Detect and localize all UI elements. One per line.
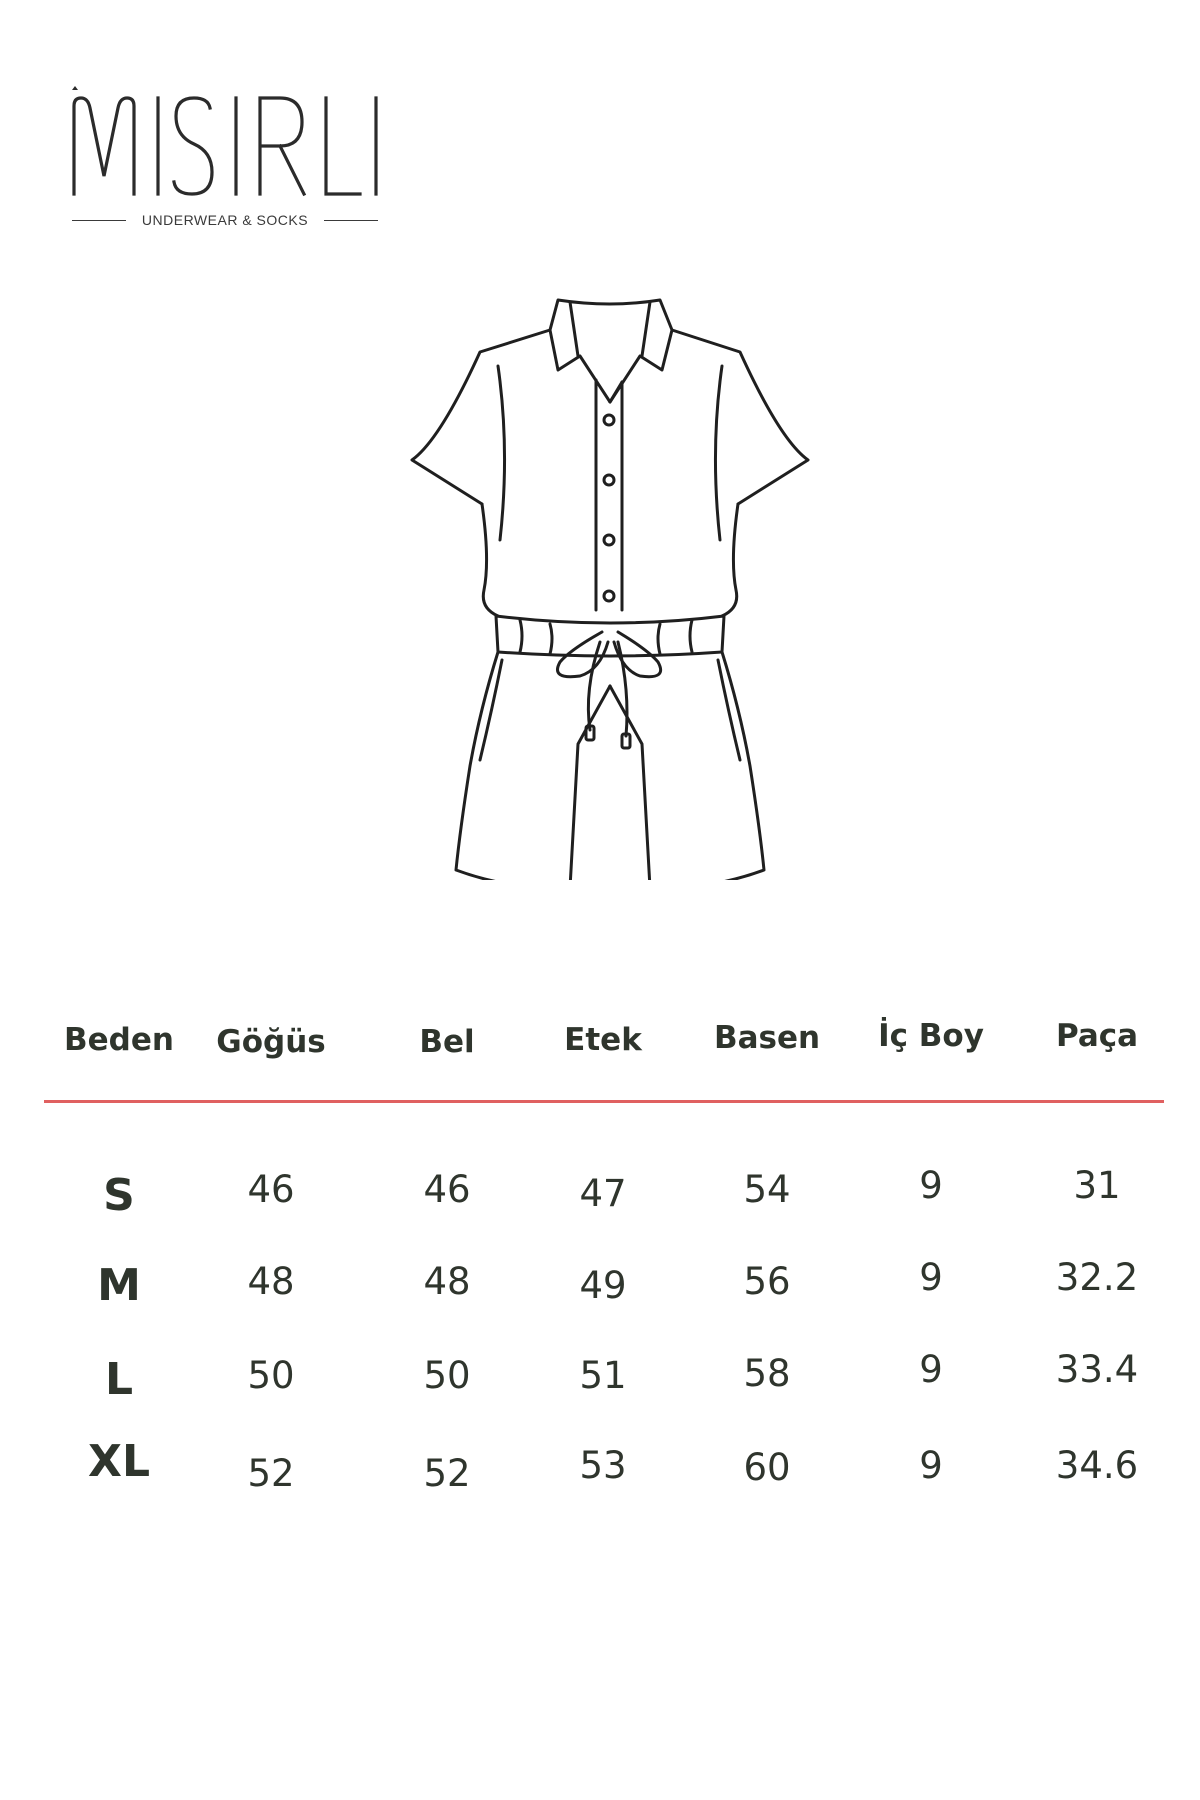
- size-label: M: [97, 1260, 141, 1311]
- table-cell: 9: [919, 1444, 943, 1487]
- header-beden: Beden: [64, 1022, 174, 1058]
- header-bel: Bel: [419, 1024, 475, 1060]
- table-cell: 60: [743, 1446, 791, 1489]
- jumpsuit-illustration-icon: [400, 290, 820, 880]
- table-row: [44, 1252, 1164, 1332]
- size-label: XL: [88, 1436, 150, 1487]
- size-chart-table: [44, 1000, 1164, 1495]
- table-cell: 33.4: [1055, 1348, 1139, 1391]
- size-chart-header: [44, 1000, 1164, 1080]
- tagline-rule-left: [72, 220, 126, 221]
- header-gogus: Göğüs: [216, 1024, 326, 1060]
- header-basen: Basen: [713, 1020, 821, 1056]
- brand-wordmark: [70, 86, 380, 211]
- table-cell: 58: [743, 1352, 791, 1395]
- table-cell: 50: [247, 1354, 295, 1397]
- table-cell: 54: [743, 1168, 791, 1211]
- table-cell: 52: [247, 1452, 295, 1495]
- table-cell: 53: [579, 1444, 627, 1487]
- table-cell: 9: [919, 1256, 943, 1299]
- table-cell: 47: [579, 1172, 627, 1215]
- table-cell: 46: [247, 1168, 295, 1211]
- header-paca: Paça: [1055, 1018, 1139, 1054]
- tagline-rule-right: [324, 220, 378, 221]
- table-row: [44, 1436, 1164, 1520]
- table-row: [44, 1350, 1164, 1430]
- tagline-text: UNDERWEAR & SOCKS: [141, 212, 309, 228]
- table-cell: 51: [579, 1354, 627, 1397]
- size-label: L: [104, 1354, 134, 1405]
- size-label: S: [103, 1170, 135, 1221]
- header-ic-boy: İç Boy: [878, 1018, 984, 1054]
- table-cell: 49: [579, 1264, 627, 1307]
- table-cell: 34.6: [1055, 1444, 1139, 1487]
- table-cell: 9: [919, 1164, 943, 1207]
- header-etek: Etek: [564, 1022, 642, 1058]
- table-cell: 46: [423, 1168, 471, 1211]
- table-cell: 9: [919, 1348, 943, 1391]
- table-cell: 52: [423, 1452, 471, 1495]
- table-cell: 48: [247, 1260, 295, 1303]
- table-cell: 56: [743, 1260, 791, 1303]
- brand-logo: [70, 86, 380, 236]
- table-row: [44, 1160, 1164, 1240]
- table-cell: 48: [423, 1260, 471, 1303]
- table-cell: 50: [423, 1354, 471, 1397]
- brand-tagline: [70, 210, 380, 230]
- table-cell: 32.2: [1055, 1256, 1139, 1299]
- table-cell: 31: [1073, 1164, 1121, 1207]
- header-divider: [44, 1100, 1164, 1103]
